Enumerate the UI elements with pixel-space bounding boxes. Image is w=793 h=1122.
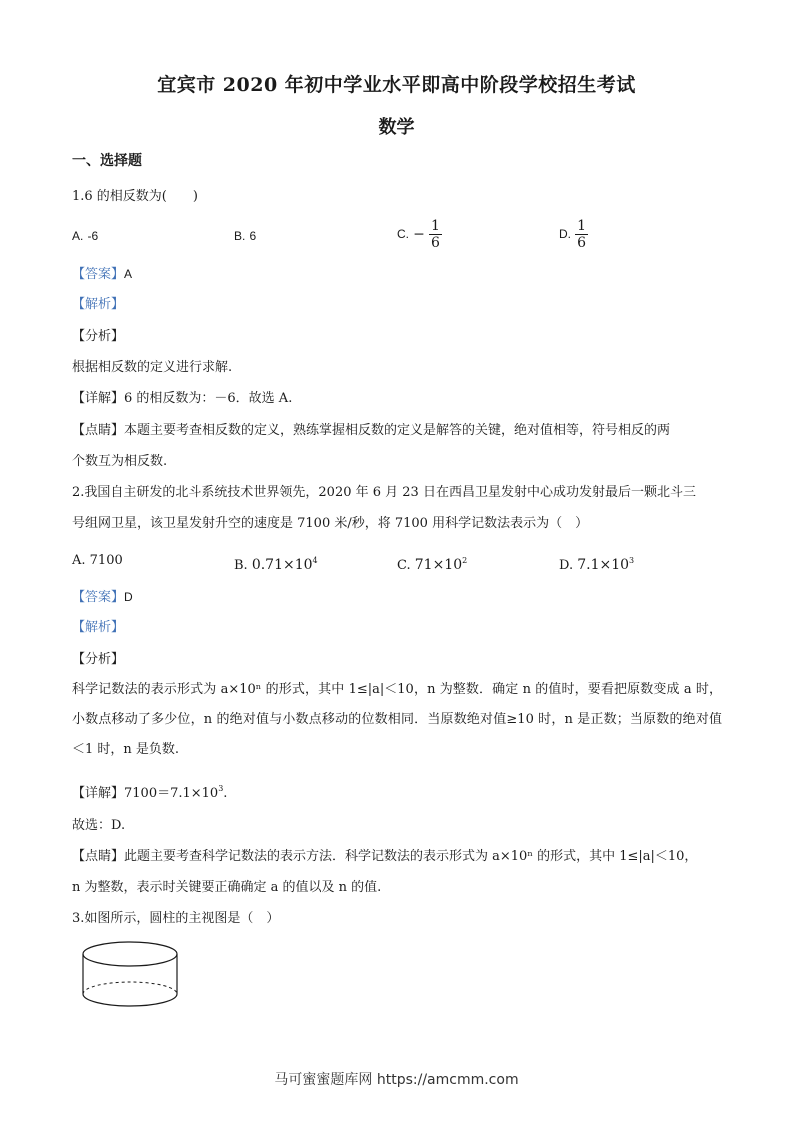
q1-dianjing-line1: 【点睛】本题主要考查相反数的定义，熟练掌握相反数的定义是解答的关键，绝对值相等，符号相反的两 [72, 423, 671, 438]
q2-choose: 故选：D. [72, 818, 126, 833]
q1-option-b-value: 6 [249, 229, 257, 243]
q1-option-c-label: C. [397, 227, 409, 241]
q2-option-d [559, 552, 634, 575]
q2-option-b-base: 0.71×10 [251, 557, 313, 573]
q1-stem: 1.6 的相反数为( ) [72, 189, 198, 204]
q2-fenxi-tag: 【分析】 [72, 652, 125, 667]
fraction-numerator: 1 [577, 218, 587, 234]
q2-option-c-base: 71×10 [414, 557, 463, 573]
q1-option-c [397, 218, 442, 251]
footer-watermark: 马可蜜蜜题库网 https://amcmm.com [274, 1072, 519, 1088]
q1-option-c-sign: − [413, 226, 425, 243]
q2-option-b [234, 552, 318, 575]
q1-fenxi-tag: 【分析】 [72, 329, 125, 344]
q2-dianjing-line2: n 为整数，表示时关键要正确确定 a 的值以及 n 的值. [72, 880, 382, 895]
q1-answer [72, 265, 132, 284]
subject-title: 数学 [378, 117, 415, 138]
q2-option-b-label: B. [234, 558, 248, 573]
fraction-numerator: 1 [431, 218, 440, 234]
q1-option-d-fraction [575, 218, 588, 251]
cylinder-bottom-front-arc [83, 994, 177, 1006]
q1-option-b-label: B. [234, 229, 246, 243]
q1-option-a-value: -6 [87, 229, 99, 243]
q3-stem: 3.如图所示，圆柱的主视图是（ ） [72, 911, 280, 926]
answer-value: D [124, 590, 133, 604]
q2-stem-line1: 2.我国自主研发的北斗系统技术世界领先，2020 年 6 月 23 日在西昌卫星发射中心成功发射最后一颗北斗三 [72, 485, 696, 500]
q1-option-c-fraction [429, 218, 442, 251]
q2-detail [72, 780, 227, 803]
q2-answer [72, 588, 133, 607]
q2-detail-suffix: . [223, 786, 228, 801]
q1-detail: 【详解】6 的相反数为：－6．故选 A. [72, 391, 293, 406]
q2-option-a: A. 7100 [72, 553, 123, 568]
cylinder-bottom-hidden-arc [83, 982, 177, 994]
q2-jiexi-tag: 【解析】 [72, 620, 125, 635]
q2-dianjing-line1: 【点睛】此题主要考查科学记数法的表示方法．科学记数法的表示形式为 a×10ⁿ 的形式，其中 1≤|a|＜10， [72, 849, 698, 864]
q1-option-d [559, 218, 588, 251]
q2-option-d-base: 7.1×10 [577, 557, 630, 573]
q1-dianjing-line2: 个数互为相反数. [72, 454, 168, 469]
q1-option-a [72, 229, 98, 244]
q1-option-b [234, 229, 256, 244]
q1-option-a-label: A. [72, 229, 84, 243]
q2-option-c-label: C. [397, 558, 411, 573]
section-heading: 一、选择题 [72, 153, 142, 169]
answer-value: A [124, 267, 133, 281]
q2-detail-exp: 3 [218, 784, 224, 793]
q2-option-b-exp: 4 [312, 556, 318, 565]
q1-option-d-label: D. [559, 227, 571, 241]
q2-option-c-exp: 2 [462, 556, 468, 565]
q2-option-d-label: D. [559, 558, 574, 573]
q2-option-d-exp: 3 [629, 556, 635, 565]
q1-jiexi-tag: 【解析】 [72, 297, 125, 312]
q2-stem-line2: 号组网卫星，该卫星发射升空的速度是 7100 米/秒，将 7100 用科学记数法表示为（ ） [72, 516, 589, 531]
page-title: 宜宾市 2020 年初中学业水平即高中阶段学校招生考试 [157, 74, 636, 96]
q2-detail-prefix: 【详解】7100＝7.1×10 [72, 786, 219, 801]
q1-fenxi-text: 根据相反数的定义进行求解. [72, 360, 233, 375]
fraction-denominator: 6 [577, 235, 587, 251]
fraction-denominator: 6 [431, 235, 440, 251]
answer-tag: 【答案】 [72, 267, 125, 282]
answer-tag: 【答案】 [72, 590, 125, 605]
q2-fenxi-text: 科学记数法的表示形式为 a×10ⁿ 的形式，其中 1≤|a|＜10，n 为整数．确定 n 的值时，要看把原数变成 a 时，小数点移动了多少位，n 的绝对值与小数点移动的位数相同．当原数绝对值≥10 时，n 是正数；当原数的绝对值＜1 时，n 是负数. [72, 682, 722, 757]
q2-option-c [397, 552, 467, 575]
cylinder-top-ellipse [83, 942, 177, 966]
cylinder-figure [76, 938, 186, 1010]
